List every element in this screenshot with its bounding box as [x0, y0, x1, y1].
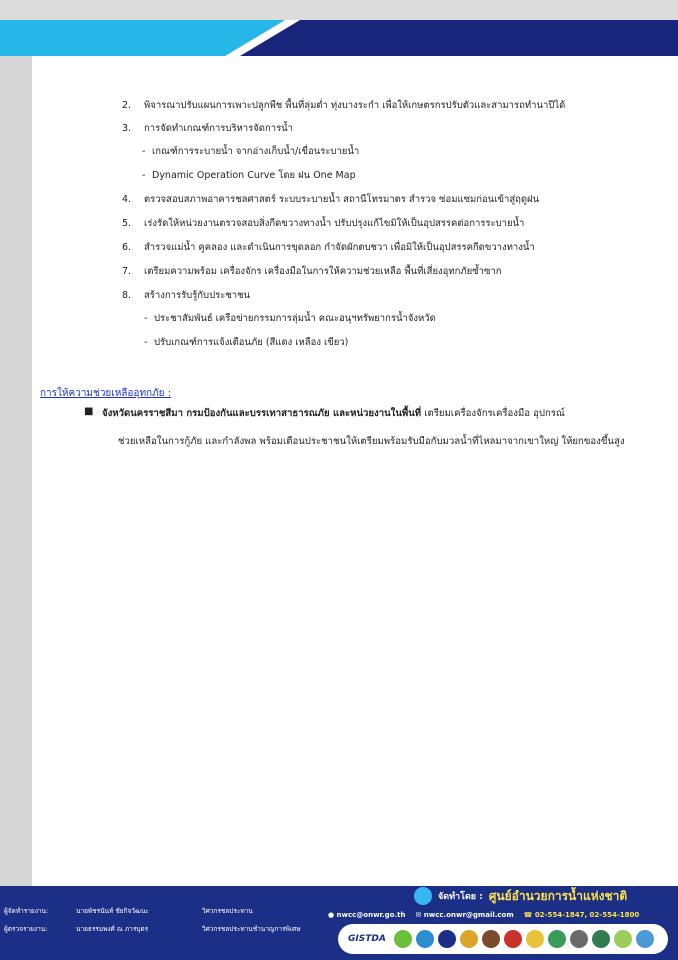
- agency-logo-icon: [438, 930, 456, 948]
- list-text: เตรียมความพร้อม เครื่องจักร เครื่องมือในการให้ความช่วยเหลือ พื้นที่เสี่ยงอุทกภัยซ้ำซาก: [144, 265, 502, 277]
- assistance-heading: [40, 386, 171, 401]
- subitem-dash: -: [142, 145, 146, 157]
- list-item: [122, 190, 539, 208]
- list-text: สำรวจแม่น้ำ คูคลอง และดำเนินการขุดลอก กำจัดผักตบชวา เพื่อมิให้เป็นอุปสรรคกีดขวางทางน้ำ: [144, 241, 535, 253]
- email-text: nwcc.onwr@gmail.com: [423, 911, 514, 919]
- website-contact[interactable]: ● nwcc@onwr.go.th: [328, 911, 406, 919]
- assistance-text-line2: ช่วยเหลือในการกู้ภัย และกำลังพล พร้อมเตือนประชาชนให้เตรียมพร้อมรับมือกับมวลน้ำที่ไหลมาจากเขาใหญ่ ให้ยกของขึ้นสูง: [118, 436, 625, 447]
- assistance-heading-colon: :: [164, 388, 172, 399]
- list-number: 8.: [122, 289, 132, 301]
- agency-logo-icon: [592, 930, 610, 948]
- made-by-label: จัดทำโดย :: [438, 892, 483, 902]
- leaf-logo-icon: [394, 930, 412, 948]
- gistda-logo: GISTDA: [348, 934, 386, 944]
- agency-logo-icon: [636, 930, 654, 948]
- list-subitem: [144, 309, 436, 327]
- credit-title: วิศวกรชลประทาน: [202, 907, 253, 915]
- agency-logo-icon: [614, 930, 632, 948]
- agency-logo-icon: [460, 930, 478, 948]
- list-number: 4.: [122, 193, 132, 205]
- list-subitem: [142, 166, 356, 184]
- list-subitem: [144, 333, 348, 351]
- subitem-text: ประชาสัมพันธ์ เครือข่ายกรรมการลุ่มน้ำ คณะอนุฯทรัพยากรน้ำจังหวัด: [154, 312, 436, 324]
- subitem-dash: -: [144, 312, 148, 324]
- partner-logos: [338, 924, 668, 954]
- list-number: 6.: [122, 241, 132, 253]
- subitem-text: Dynamic Operation Curve โดย ฝน One Map: [152, 169, 356, 181]
- subitem-text: เกณฑ์การระบายน้ำ จากอ่างเก็บน้ำ/เขื่อนระบายน้ำ: [152, 145, 360, 157]
- credit-name: นายพัชรนันท์ ชัยกิจวัฒนะ: [76, 907, 149, 915]
- credit-row: [4, 920, 306, 938]
- subitem-dash: -: [144, 336, 148, 348]
- subitem-text: ปรับเกณฑ์การแจ้งเตือนภัย (สีแดง เหลือง เขียว): [154, 336, 349, 348]
- document-body: [32, 56, 678, 886]
- list-text: ตรวจสอบสภาพอาคารชลศาสตร์ ระบบระบายน้ำ สถานีโทรมาตร สำรวจ ซ่อมแซมก่อนเข้าสู่ฤดูฝน: [144, 193, 540, 205]
- header-banner: [0, 0, 678, 56]
- assistance-text-line1: เตรียมเครื่องจักรเครื่องมือ อุปกรณ์: [421, 408, 565, 419]
- assistance-agencies: จังหวัดนครราชสีมา กรมป้องกันและบรรเทาสาธารณภัย และหน่วยงานในพื้นที่: [102, 408, 422, 419]
- org-brand: [414, 886, 676, 906]
- agency-logo-icon: [482, 930, 500, 948]
- list-text: พิจารณาปรับแผนการเพาะปลูกพืช พื้นที่ลุ่มต่ำ ทุ่งบางระกำ เพื่อให้เกษตรกรปรับตัวและสามารถทำนาปีได้: [144, 99, 566, 111]
- phone-contact[interactable]: ☎ 02-554-1847, 02-554-1800: [523, 911, 640, 919]
- list-item: [122, 119, 293, 137]
- agency-logo-icon: [570, 930, 588, 948]
- subitem-dash: -: [142, 169, 146, 181]
- list-item: [122, 96, 565, 114]
- contact-info: [328, 908, 676, 922]
- list-subitem: [142, 142, 359, 160]
- email-contact[interactable]: ✉ nwcc.onwr@gmail.com: [415, 911, 514, 919]
- list-number: 5.: [122, 217, 132, 229]
- phone-text: 02-554-1847, 02-554-1800: [534, 911, 640, 919]
- water-drop-icon: [414, 887, 432, 905]
- report-credits: [4, 902, 306, 938]
- credit-title: วิศวกรชลประทานชำนาญการพิเศษ: [202, 925, 301, 933]
- header-banner-graphic: [0, 0, 678, 56]
- bullet-icon: ■: [84, 406, 94, 417]
- agency-logo-icon: [416, 930, 434, 948]
- list-text: เร่งรัดให้หน่วยงานตรวจสอบสิ่งกีดขวางทางน้ำ ปรับปรุงแก้ไขมิให้เป็นอุปสรรคต่อการระบายน้ำ: [144, 217, 525, 229]
- list-item: [122, 238, 535, 256]
- credit-role: ผู้ตรวจรายงาน:: [4, 925, 48, 933]
- list-number: 7.: [122, 265, 132, 277]
- agency-logo-icon: [548, 930, 566, 948]
- list-number: 2.: [122, 99, 132, 111]
- left-margin-strip: [0, 56, 32, 886]
- website-text: nwcc@onwr.go.th: [336, 911, 406, 919]
- org-name: ศูนย์อำนวยการน้ำแห่งชาติ: [488, 888, 628, 903]
- list-number: 3.: [122, 122, 132, 134]
- assistance-heading-text: การให้ความช่วยเหลืออุทกภัย: [40, 388, 165, 399]
- credit-row: [4, 902, 306, 920]
- agency-logo-icon: [504, 930, 522, 948]
- list-item: [122, 214, 524, 232]
- list-item: [122, 286, 250, 304]
- list-item: [122, 262, 502, 280]
- assistance-paragraph: [84, 406, 678, 421]
- credit-name: นายธรรมพงศ์ ณ ภารบุตร: [76, 925, 149, 933]
- footer-banner: [0, 886, 678, 960]
- list-text: การจัดทำเกณฑ์การบริหารจัดการน้ำ: [144, 122, 293, 134]
- list-text: สร้างการรับรู้กับประชาชน: [144, 289, 251, 301]
- agency-logo-icon: [526, 930, 544, 948]
- credit-role: ผู้จัดทำรายงาน:: [4, 907, 49, 915]
